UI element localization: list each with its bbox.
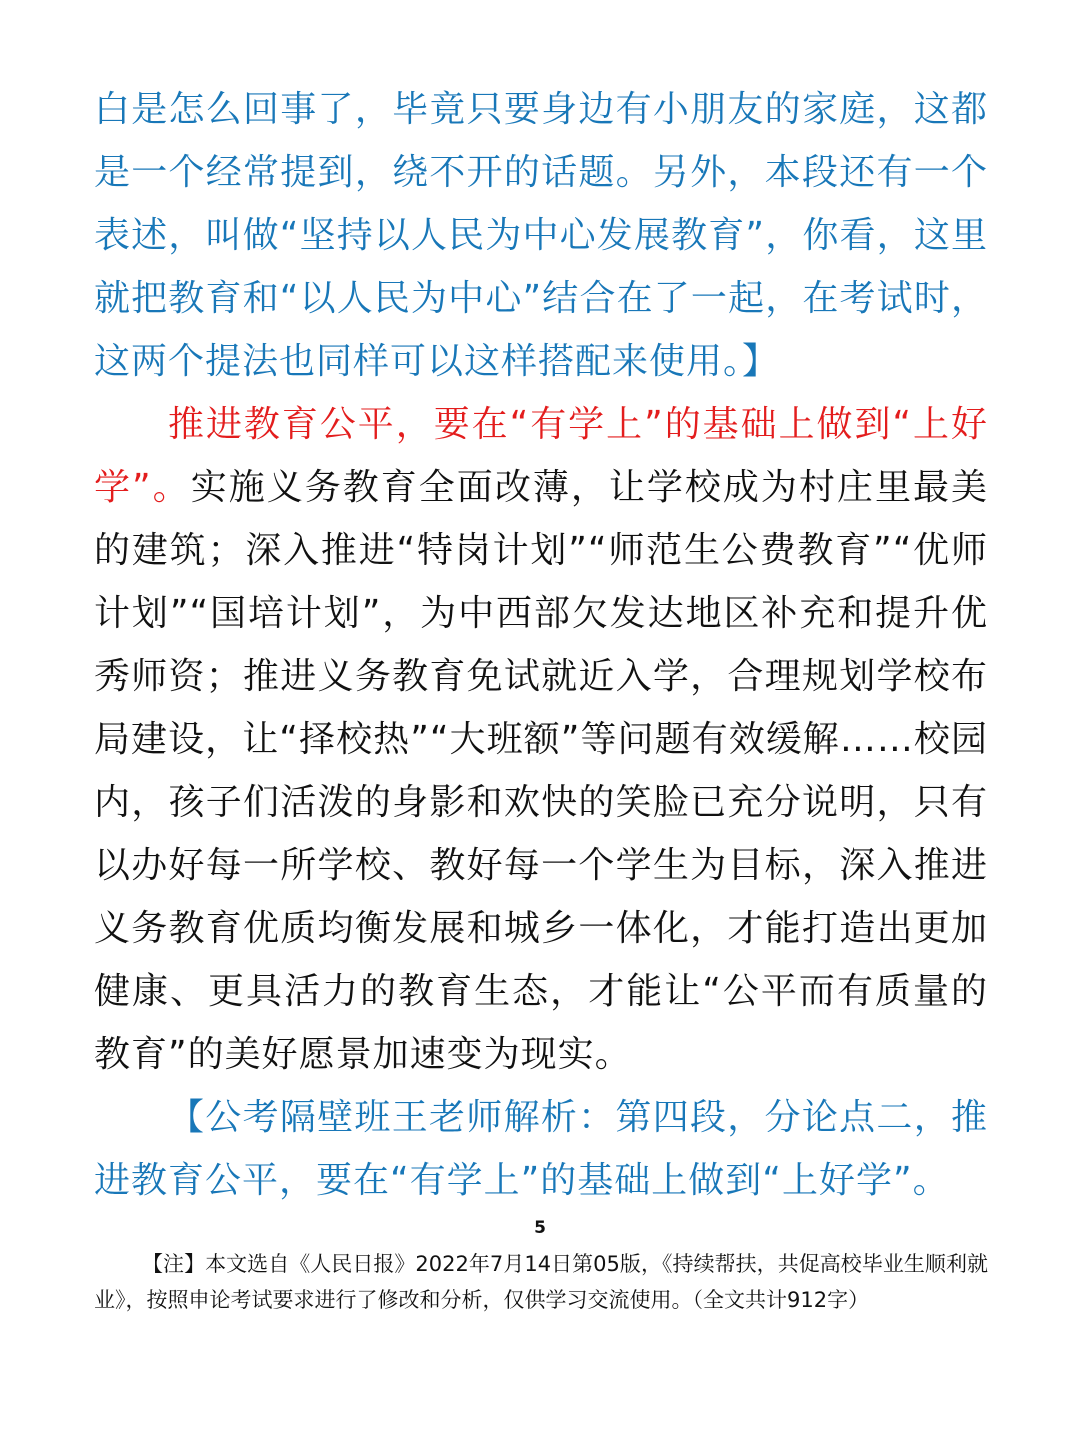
argument-heading: 推进教育公平，要在“有学上”的基础上做到“上好学”。: [94, 404, 988, 508]
source-note: 【注】本文选自《人民日报》2022年7月14日第05版，《持续帮扶，共促高校毕业生顺利就业》，按照申论考试要求进行了修改和分析，仅供学习交流使用。（全文共计912字）: [94, 1252, 988, 1312]
analysis-paragraph-continued: 白是怎么回事了，毕竟只要身边有小朋友的家庭，这都是一个经常提到，绕不开的话题。另外，本段还有一个表述，叫做“坚持以人民为中心发展教育”，你看，这里就把教育和“以人民为中心”结合在了一起，在考试时，这两个提法也同样可以这样搭配来使用。】: [94, 89, 988, 382]
article-body: [94, 78, 988, 1212]
analysis-paragraph: 【公考隔壁班王老师解析：第四段，分论点二，推进教育公平，要在“有学上”的基础上做到“上好学”。: [94, 1097, 988, 1201]
argument-body: 实施义务教育全面改薄，让学校成为村庄里最美的建筑；深入推进“特岗计划”“师范生公费教育”“优师计划”“国培计划”，为中西部欠发达地区补充和提升优秀师资；推进义务教育免试就近入学，合理规划学校布局建设，让“择校热”“大班额”等问题有效缓解……校园内，孩子们活泼的身影和欢快的笑脸已充分说明，只有以办好每一所学校、教好每一个学生为目标，深入推进义务教育优质均衡发展和城乡一体化，才能打造出更加健康、更具活力的教育生态，才能让“公平而有质量的教育”的美好愿景加速变为现实。: [94, 467, 988, 1075]
argument-paragraph: [94, 393, 988, 1086]
page-number: 5: [534, 1218, 546, 1238]
